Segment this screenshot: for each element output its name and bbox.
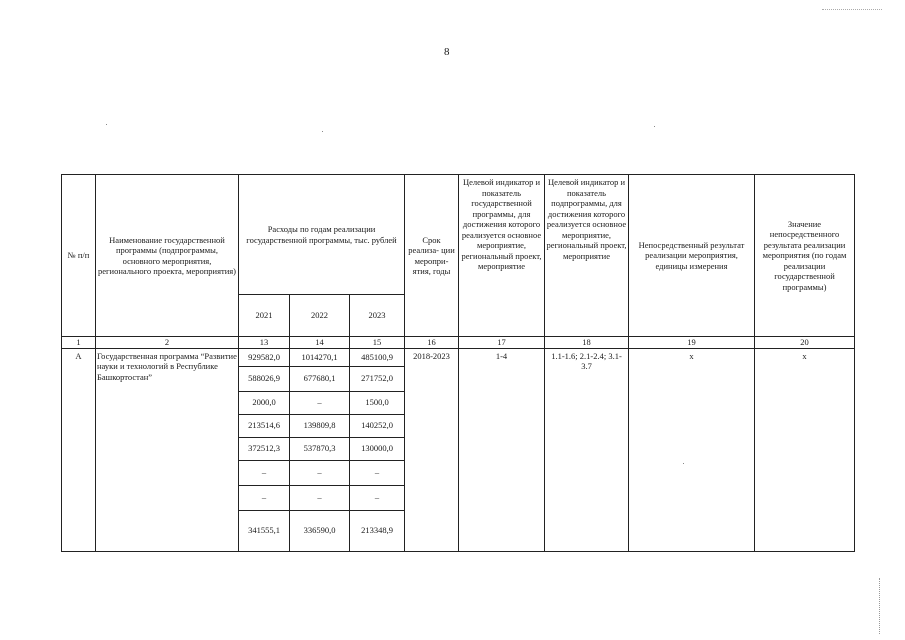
value-2021: 929582,0 [239, 349, 289, 367]
value-2022: 677680,1 [290, 367, 349, 392]
scan-corner-mark [822, 9, 882, 12]
value-2021: 213514,6 [239, 415, 289, 438]
column-number: 17 [459, 337, 545, 349]
value-2023: 485100,9 [350, 349, 404, 367]
column-number: 13 [239, 337, 290, 349]
value-2023: 140252,0 [350, 415, 404, 438]
row-num: А [62, 348, 96, 551]
program-table [61, 174, 855, 552]
value-2023: 1500,0 [350, 392, 404, 415]
row-target-subprogram: 1.1-1.6; 2.1-2.4; 3.1-3.7 [545, 348, 629, 551]
header-expenses: Расходы по годам реализации государственной программы, тыс. рублей [239, 175, 405, 295]
value-2022: 1014270,1 [290, 349, 349, 367]
column-number: 1 [62, 337, 96, 349]
page-number: 8 [444, 46, 450, 58]
column-number: 14 [290, 337, 350, 349]
column-number: 16 [405, 337, 459, 349]
scan-speck [106, 124, 107, 125]
header-target-subprogram: Целевой индикатор и показатель подпрограммы, для достижения которого реализуется основное мероприятие, региональный проект, мероприятие [545, 175, 629, 337]
value-2022: 139809,8 [290, 415, 349, 438]
header-name: Наименование государственной программы (подпрограммы, основного мероприятия, регионального проекта, мероприятия) [96, 175, 239, 337]
header-target-program: Целевой индикатор и показатель государственной программы, для достижения которого реализуется основное мероприятие, региональный проект, мероприятие [459, 175, 545, 337]
column-number: 2 [96, 337, 239, 349]
value-2022: – [290, 392, 349, 415]
value-2021: – [239, 486, 289, 511]
value-2021: 2000,0 [239, 392, 289, 415]
value-2023: 130000,0 [350, 438, 404, 461]
row-name: Государственная программа “Развитие науки и технологий в Республике Башкортостан” [96, 348, 239, 551]
value-2022: 336590,0 [303, 525, 336, 536]
column-number: 15 [350, 337, 405, 349]
row-term: 2018-2023 [405, 348, 459, 551]
value-2022: – [290, 486, 349, 511]
header-year-2021: 2021 [239, 295, 290, 337]
values-2023-cell [350, 348, 405, 551]
value-2022: – [290, 461, 349, 486]
column-number: 18 [545, 337, 629, 349]
scan-side-mark [879, 578, 882, 634]
value-2023: – [350, 461, 404, 486]
value-2023: 213348,9 [361, 525, 393, 536]
value-2022: 537870,3 [290, 438, 349, 461]
value-2021: – [239, 461, 289, 486]
table-row [62, 348, 855, 551]
header-term: Срок реализа- ции меропри- ятия, годы [405, 175, 459, 337]
value-2021: 588026,9 [239, 367, 289, 392]
value-2023: – [350, 486, 404, 511]
column-number: 19 [629, 337, 755, 349]
scan-speck [322, 131, 323, 132]
row-target-program: 1-4 [459, 348, 545, 551]
value-2021: 372512,3 [239, 438, 289, 461]
column-number: 20 [755, 337, 855, 349]
value-2021: 341555,1 [248, 525, 280, 536]
header-num: № п/п [62, 175, 96, 337]
header-year-2023: 2023 [350, 295, 405, 337]
values-2021-cell [239, 348, 290, 551]
row-result: x [629, 348, 755, 551]
header-result: Непосредственный результат реализации мероприятия, единицы измерения [629, 175, 755, 337]
row-result-value: x [755, 348, 855, 551]
scan-speck [654, 126, 655, 127]
header-year-2022: 2022 [290, 295, 350, 337]
header-result-value: Значение непосредственного результата реализации мероприятия (по годам реализации государственной программы) [755, 175, 855, 337]
value-2023: 271752,0 [350, 367, 404, 392]
values-2022-cell [290, 348, 350, 551]
